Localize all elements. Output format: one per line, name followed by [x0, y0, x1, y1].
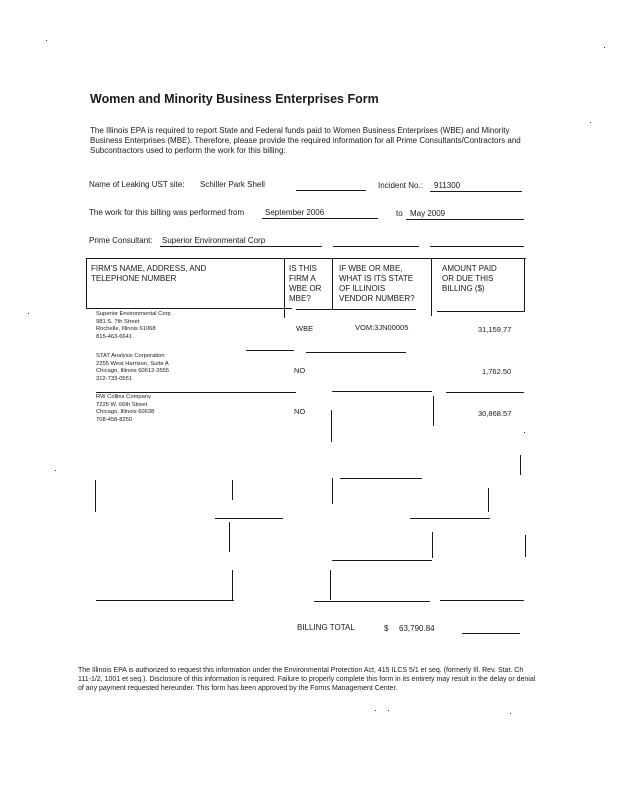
period-label: The work for this billing was performed from — [89, 208, 245, 217]
empty-vline-10 — [525, 535, 526, 557]
table-row-1-vendor: VOM:3JN00005 — [355, 323, 409, 332]
row-3-top-line-b — [332, 391, 432, 392]
col-divider-3 — [431, 258, 432, 316]
prime-value: Superior Environmental Corp — [162, 236, 266, 245]
empty-vline-7 — [488, 488, 489, 512]
prime-label: Prime Consultant: — [89, 236, 153, 245]
empty-vline-12 — [330, 570, 331, 600]
header-amount: AMOUNT PAID OR DUE THIS BILLING ($) — [442, 264, 497, 293]
empty-vline-4 — [332, 478, 333, 504]
empty-vline-5 — [95, 480, 96, 512]
table-row-2-wbe: NO — [294, 366, 306, 375]
empty-line-2 — [215, 518, 283, 519]
form-title: Women and Minority Business Enterprises Form — [90, 92, 379, 106]
incident-underline — [430, 191, 522, 192]
billing-total-underline — [462, 633, 520, 634]
site-value: Schiller Park Shell — [200, 180, 265, 189]
col-divider-2 — [332, 258, 333, 310]
period-to: May 2009 — [410, 209, 446, 218]
period-to-label: to — [396, 209, 403, 218]
table-row-3-firm: RW Collins Company 7225 W. 66th Street Chicago, Illinois 60638 708-458-8250 — [96, 394, 155, 423]
empty-vline-8 — [229, 522, 230, 552]
prime-underline-3 — [430, 246, 524, 247]
header-wbe: IS THIS FIRM A WBE OR MBE? — [289, 264, 322, 303]
site-label: Name of Leaking UST site: — [89, 180, 185, 189]
empty-vline-3 — [520, 455, 521, 475]
col-divider-1 — [284, 258, 285, 318]
period-to-underline — [406, 219, 524, 220]
row-2-top-line-a — [246, 350, 294, 351]
empty-vline-1 — [331, 410, 332, 442]
empty-line-5 — [96, 600, 234, 601]
row-2-top-line-b — [306, 352, 406, 353]
empty-vline-6 — [232, 480, 233, 500]
empty-vline-2 — [433, 396, 434, 426]
table-row-1-wbe: WBE — [296, 324, 314, 333]
prime-underline-2 — [333, 246, 419, 247]
empty-line-4 — [332, 560, 432, 561]
header-vendor: IF WBE OR MBE, WHAT IS ITS STATE OF ILLINOIS VENDOR NUMBER? — [339, 264, 415, 303]
period-from-underline — [262, 218, 378, 219]
table-row-3-wbe: NO — [294, 407, 306, 416]
intro-paragraph: The Illinois EPA is required to report State and Federal funds paid to Women Business Enterprises (WBE) and Minority Business Enterprises (MBE). Therefore, please provide the required information for all Prime Consultants/Contractors and Subcontractors used to perform the work for this billing: — [90, 126, 521, 155]
empty-line-1 — [340, 478, 422, 479]
row-3-top-line-a — [96, 392, 296, 393]
prime-underline-1 — [160, 246, 322, 247]
footer-notice: The Illinois EPA is authorized to request this information under the Environmental Protection Act, 415 ILCS 5/1 et seq. (formerly Ill. Rev. Stat. Ch 111-1/2, 1001 et seq.). Disclosure of this information is required. Failure to properly complete this form in its entirety may result in the delay or denial of any payment requested hereunder. This form has been approved by the Forms Management Center. — [78, 667, 536, 692]
row-3-top-line-c — [446, 392, 524, 393]
incident-label: Incident No.: — [378, 181, 423, 190]
table-row-2-amount: 1,762.50 — [482, 367, 512, 376]
row-1-top-line-a — [86, 308, 292, 309]
billing-total-label: BILLING TOTAL — [297, 623, 355, 632]
empty-vline-9 — [432, 532, 433, 558]
period-from: September 2006 — [265, 208, 325, 217]
empty-line-3 — [410, 518, 490, 519]
empty-vline-11 — [232, 570, 233, 600]
table-row-3-amount: 30,868.57 — [478, 409, 512, 418]
table-top-border — [86, 258, 526, 259]
row-1-top-line-c — [437, 311, 525, 312]
table-row-1-firm: Superior Environmental Corp 981 S. 7th Street Rochelle, Illinois 61068 815-463-6641 — [96, 311, 171, 340]
table-right-border — [524, 258, 525, 312]
empty-line-6 — [314, 601, 430, 602]
billing-total-currency: $ — [384, 624, 389, 633]
incident-value: 911300 — [434, 181, 461, 190]
table-row-1-amount: 31,159.77 — [478, 325, 512, 334]
table-left-border — [86, 258, 87, 308]
billing-total-value: 63,790.84 — [399, 624, 435, 633]
row-1-top-line-b — [296, 309, 416, 310]
table-row-2-firm: STAT Analysis Corporation 2255 West Harrison, Suite A Chicago, Illinois 60612-3555 312-733-0551 — [96, 353, 170, 382]
header-firm: FIRM'S NAME, ADDRESS, AND TELEPHONE NUMBER — [91, 264, 207, 283]
empty-line-7 — [440, 600, 524, 601]
site-underline — [296, 190, 366, 191]
